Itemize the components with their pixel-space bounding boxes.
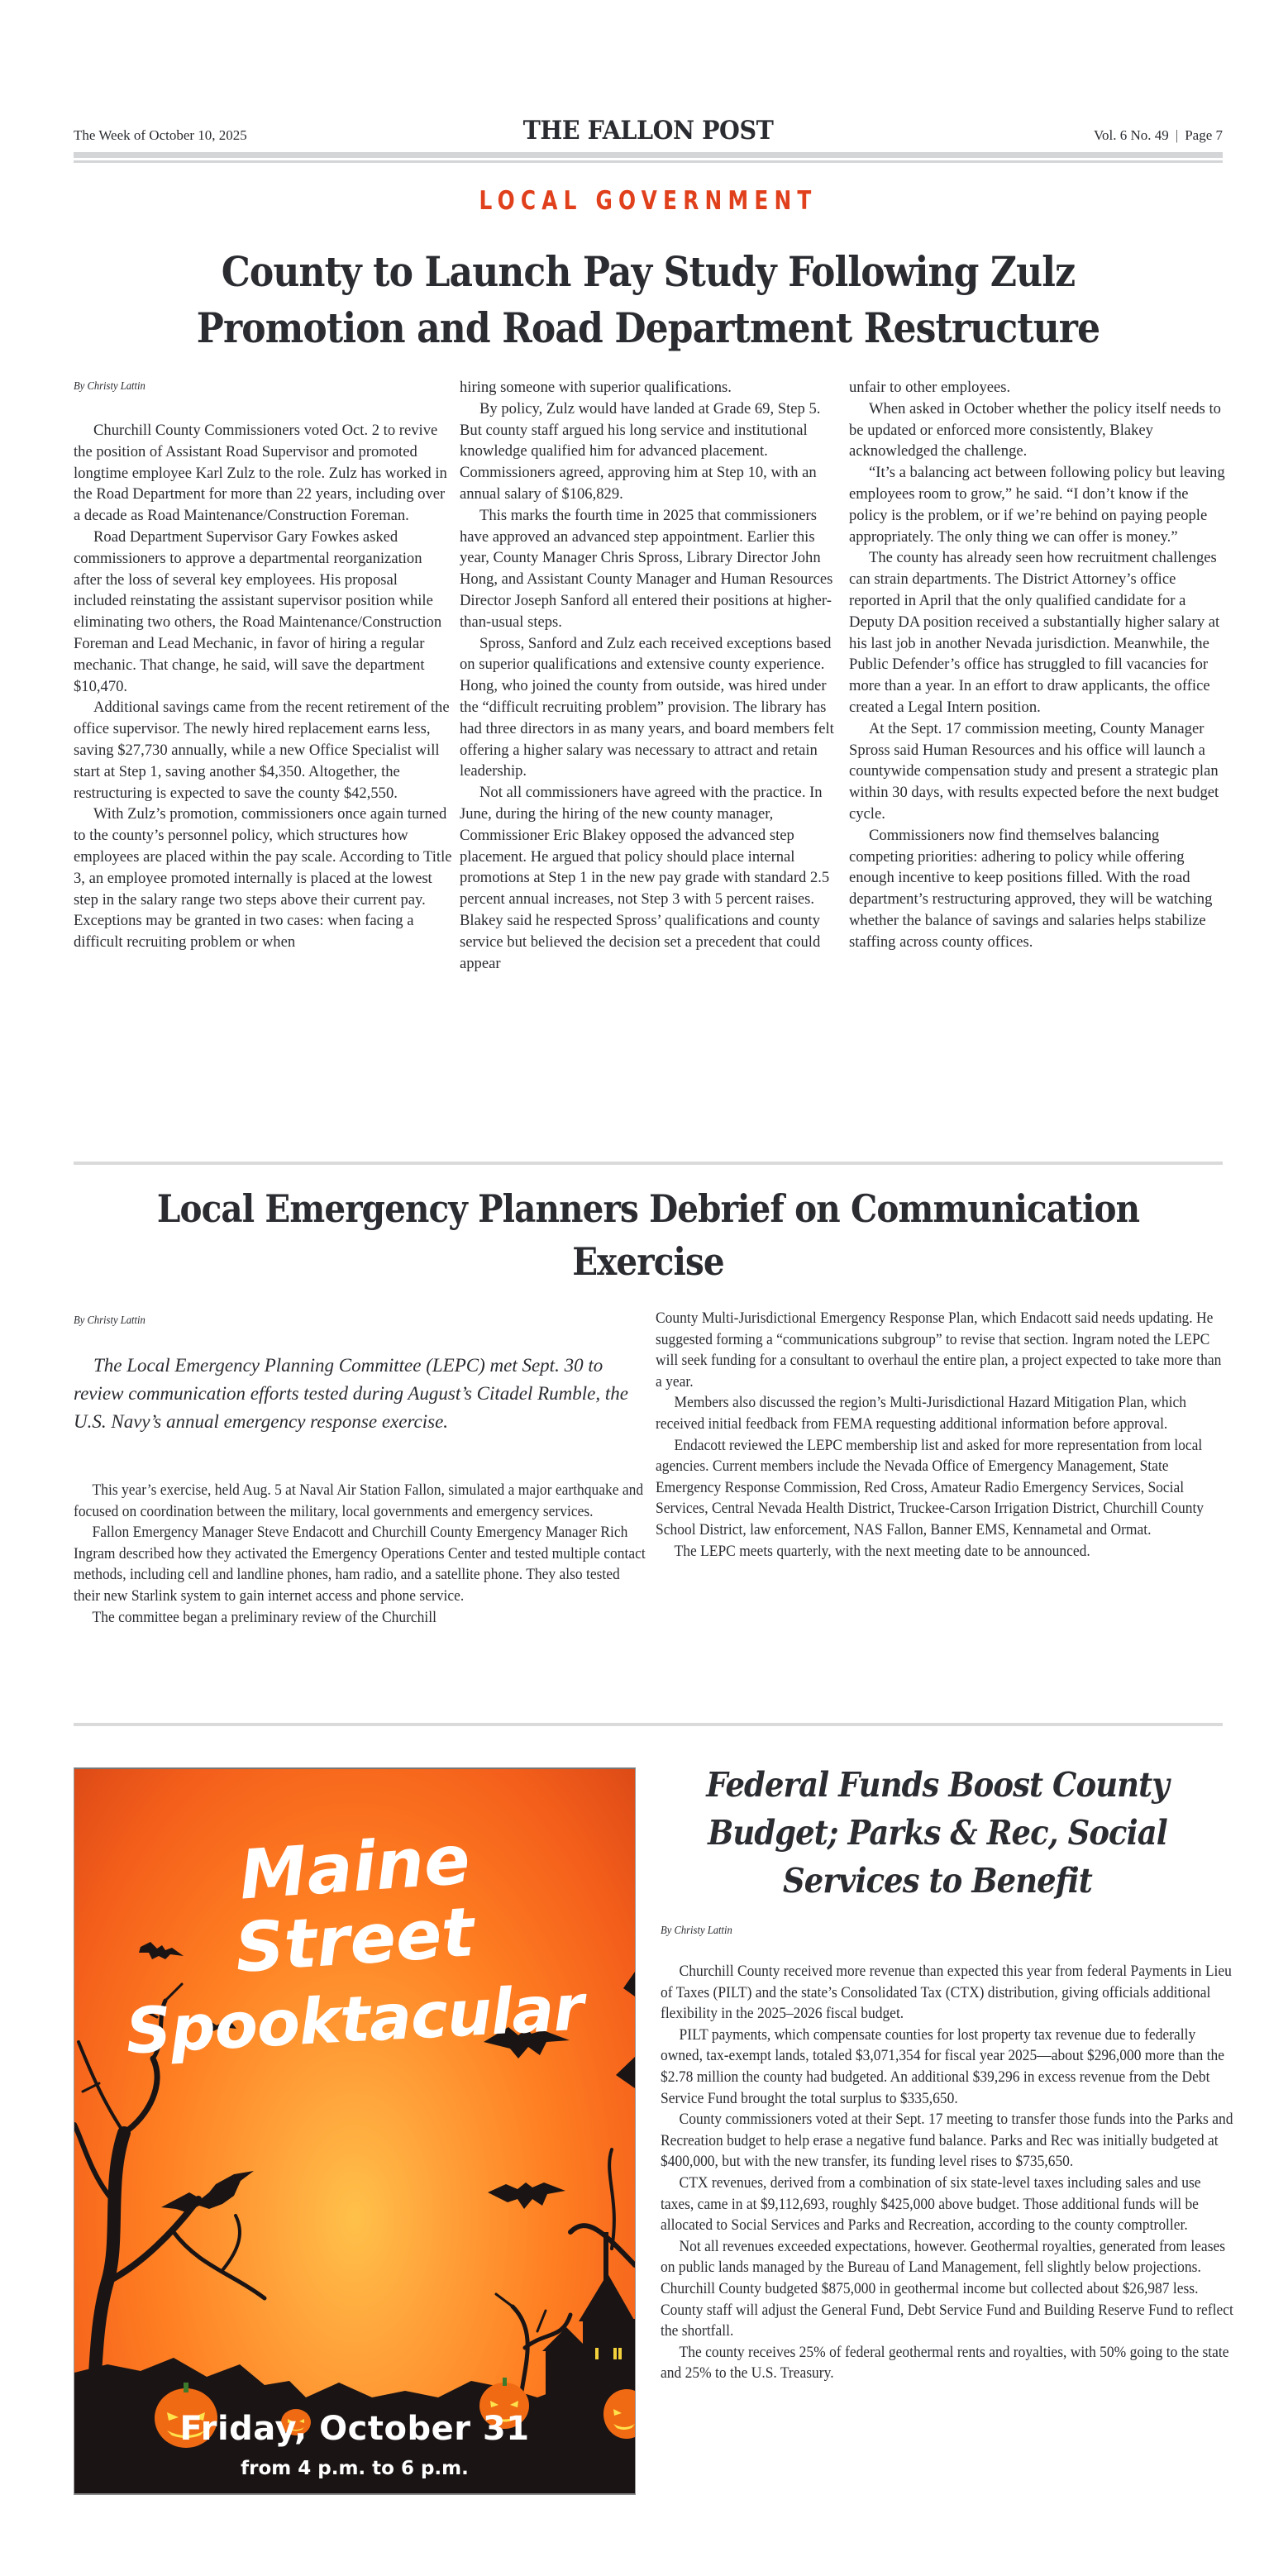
article-2-lede	[74, 1352, 652, 1436]
paragraph: “It’s a balancing act between following policy but leaving employees room to grow,” he said. “I don’t know if the policy is the problem, or if we’re behind on paying people appropriately. The only thing we can offer is money.”	[849, 464, 1225, 546]
paragraph: By policy, Zulz would have landed at Grade 69, Step 5. But county staff argued his long service and institutional knowledge qualified him for advanced placement. Commissioners agreed, approving him at Step 10, with an annual salary of $106,829.	[460, 399, 821, 503]
paragraph: The county has already seen how recruitment challenges can strain departments. The District Attorney’s office reported in April that the only qualified candidate for a Deputy DA position received a substantially higher salary at his last job in another Nevada jurisdiction. Meanwhile, the Public Defender’s office has struggled to fill vacancies for more than a year. In an effort to draw applicants, the office created a Legal Intern position.	[849, 549, 1220, 716]
paragraph: unfair to other employees.	[849, 379, 1011, 396]
article-1-column-3	[849, 377, 1228, 953]
paragraph: Members also discussed the region’s Multi-Jurisdictional Hazard Mitigation Plan, which received initial feedback from FEMA requesting additional information before approval.	[656, 1394, 1186, 1433]
paragraph: This marks the fourth time in 2025 that commissioners have approved an advanced step appointment. Earlier this year, County Manager Chris Spross, Library Director John Hong, and Assistant County Manager and Human Resources Director Joseph Sanford all entered their positions at higher-than-usual steps.	[460, 506, 833, 631]
article-2-column-2	[656, 1308, 1231, 1562]
paragraph: Spross, Sanford and Zulz each received exceptions based on superior qualifications and extensive county experience. Hong, who joined the county from outside, was hired under the “difficult recruiting problem” provision. The library has had three directors in as many years, and board members felt offering a higher salary was necessary to attract and retain leadership.	[460, 634, 834, 780]
article-1-headline: County to Launch Pay Study Following Zulz Promotion and Road Department Restructure	[196, 247, 1100, 352]
paragraph: Churchill County Commissioners voted Oct. 2 to revive the position of Assistant Road Supervisor and promoted longtime employee Karl Zulz to the role. Zulz has worked in the Road Department for more than 22 years, including over a decade as Road Maintenance/Construction Foreman.	[74, 422, 447, 525]
paragraph: Fallon Emergency Manager Steve Endacott and Churchill County Emergency Manager Rich Ingram described how they activated the Emergency Operations Center and tested multiple contact methods, including cell and landline phones, ham radio, and a satellite phone. They also tested their new Starlink system to gain internet access and phone service.	[74, 1524, 646, 1605]
paragraph: Road Department Supervisor Gary Fowkes asked commissioners to approve a departmental reorganization after the loss of several key employees. His proposal included reinstating the assistant supervisor position while eliminating two others, the Road Maintenance/Construction Foreman and Lead Mechanic, in favor of hiring a regular mechanic. That change, he said, will save the department $10,470.	[74, 527, 442, 695]
paragraph: Not all commissioners have agreed with the practice. In June, during the hiring of the new county manager, Commissioner Eric Blakey opposed the advanced step placement. He argued that policy should place internal promotions at Step 1 in the new pay grade with standard 2.5 percent annual increases, not Step 3 with 5 percent raises. Blakey said he respected Spross’ qualifications and county service but believed the decision set a precedent that could appear	[460, 784, 830, 972]
publication-title: THE FALLON POST	[522, 116, 774, 145]
volume-number: Vol. 6 No. 49	[1093, 127, 1169, 143]
flyer-title-line-3: Spooktacular	[124, 1970, 585, 2068]
article-3-headline: Federal Funds Boost County Budget; Parks & Rec, Social Services to Benefit	[706, 1765, 1169, 1901]
article-2-column-1	[74, 1480, 649, 1628]
paragraph: PILT payments, which compensate counties for lost property tax revenue due to federally owned, tax-exempt lands, totaled $3,071,354 for fiscal year 2025—about $296,000 more than the $2.78 million the county had budgeted. An additional $39,296 in excess revenue from the Debt Service Fund brought the total surplus to $335,650.	[661, 2025, 1224, 2107]
paragraph: This year’s exercise, held Aug. 5 at Naval Air Station Fallon, simulated a major earthquake and focused on coordination between the military, local governments and emergency services.	[74, 1481, 644, 1520]
masthead-rule-thin	[74, 160, 1223, 163]
article-1-column-2	[460, 377, 838, 974]
flyer-time: from 4 p.m. to 6 p.m.	[241, 2458, 469, 2479]
paragraph: Churchill County received more revenue than expected this year from federal Payments in Lieu of Taxes (PILT) and the state’s Consolidated Tax (CTX) distribution, giving officials additional flexibility in the 2025–2026 fiscal budget.	[661, 1963, 1232, 2023]
flyer-title-line-2: Street	[232, 1893, 477, 1988]
article-3-byline: By Christy Lattin	[661, 1925, 732, 1937]
issue-info	[1094, 127, 1223, 144]
article-3-column-1	[661, 1961, 1236, 2384]
article-1-byline: By Christy Lattin	[74, 380, 145, 393]
issue-date: The Week of October 10, 2025	[74, 127, 247, 143]
masthead	[74, 116, 1223, 145]
bat-icon	[488, 2182, 565, 2209]
paragraph: County Multi-Jurisdictional Emergency Response Plan, which Endacott said needs updating. He suggested forming a “communications subgroup” to revise that section. Ingram noted the LEPC will seek funding for a consultant to overhaul the entire plan, a project expected to take more than a year.	[656, 1309, 1222, 1391]
haunted-house-icon	[542, 2232, 635, 2406]
page-number: Page 7	[1185, 127, 1223, 143]
article-2-byline: By Christy Lattin	[74, 1314, 145, 1327]
article-1-column-1	[74, 420, 452, 953]
paragraph: Endacott reviewed the LEPC membership list and asked for more representation from local agencies. Current members include the Nevada Office of Emergency Management, State Emergency Response Commission, Red Cross, Amateur Radio Emergency Services, Social Services, Central Nevada Health District, Truckee-Carson Irrigation District, Churchill County School District, law enforcement, NAS Fallon, Banner EMS, Kennametal and Ormat.	[656, 1436, 1205, 1538]
lede-text: The Local Emergency Planning Committee (LEPC) met Sept. 30 to review communication efforts tested during August’s Citadel Rumble, the U.S. Navy’s annual emergency response exercise.	[74, 1355, 628, 1432]
event-flyer	[74, 1767, 636, 2495]
paragraph: Additional savings came from the recent retirement of the office supervisor. The newly hired replacement earns less, saving $27,730 annually, while a new Office Specialist will start at Step 1, saving another $4,350. Altogether, the restructuring is expected to save the county $42,550.	[74, 699, 450, 802]
paragraph: With Zulz’s promotion, commissioners once again turned to the county’s personnel policy, which structures how employees are placed within the pay scale. According to Title 3, an employee promoted internally is placed at the lowest step in the salary range two steps above their current pay. Exceptions may be granted in two cases: when facing a difficult recruiting problem or when	[74, 805, 452, 952]
separator: |	[1175, 127, 1179, 143]
paragraph: The county receives 25% of federal geothermal rents and royalties, with 50% going to the state and 25% to the U.S. Treasury.	[661, 2343, 1229, 2383]
bat-icon	[161, 2171, 254, 2212]
paragraph: When asked in October whether the policy itself needs to be updated or enforced more consistently, Blakey acknowledged the challenge.	[849, 399, 1221, 460]
paragraph: Commissioners now find themselves balancing competing priorities: adhering to policy while offering enough incentive to keep positions filled. With the road department’s restructuring approved, they will be watching whether the balance of savings and salaries helps stabilize staffing across county offices.	[849, 826, 1213, 951]
paragraph: County commissioners voted at their Sept. 17 meeting to transfer those funds into the Parks and Recreation budget to help erase a negative fund balance. Parks and Rec was initially budgeted at $400,000, but with the new transfer, its funding level rises to $735,650.	[661, 2111, 1233, 2171]
paragraph: Not all revenues exceeded expectations, however. Geothermal royalties, generated from leases on public lands managed by the Bureau of Land Management, fell slightly below projections. Churchill County budgeted $875,000 in geothermal income but collected about $26,987 less. County staff will adjust the General Fund, Debt Service Fund and Building Reserve Fund to reflect the shortfall.	[661, 2237, 1233, 2340]
section-label: LOCAL GOVERNMENT	[479, 186, 818, 216]
flyer-title-line-1: Maine	[236, 1820, 473, 1915]
paragraph: hiring someone with superior qualifications.	[460, 379, 732, 396]
paragraph: At the Sept. 17 commission meeting, County Manager Spross said Human Resources and his office will launch a countywide compensation study and present a strategic plan within 30 days, with results expected before the next budget cycle.	[849, 719, 1219, 823]
paragraph: The committee began a preliminary review of the Churchill	[92, 1608, 436, 1626]
paragraph: CTX revenues, derived from a combination of six state-level taxes including sales and use taxes, came in at $9,112,693, roughly $425,000 above budget. Those additional funds will be allocated to Social Services and Parks and Recreation, according to the county comptroller.	[661, 2173, 1201, 2235]
masthead-rule-thick	[74, 152, 1223, 158]
section-divider	[74, 1723, 1223, 1726]
article-2-headline: Local Emergency Planners Debrief on Communication Exercise	[156, 1186, 1140, 1284]
section-divider	[74, 1162, 1223, 1165]
paragraph: The LEPC meets quarterly, with the next meeting date to be announced.	[674, 1542, 1090, 1560]
flyer-date: Friday, October 31	[179, 2410, 530, 2448]
bat-icon	[616, 2057, 635, 2088]
